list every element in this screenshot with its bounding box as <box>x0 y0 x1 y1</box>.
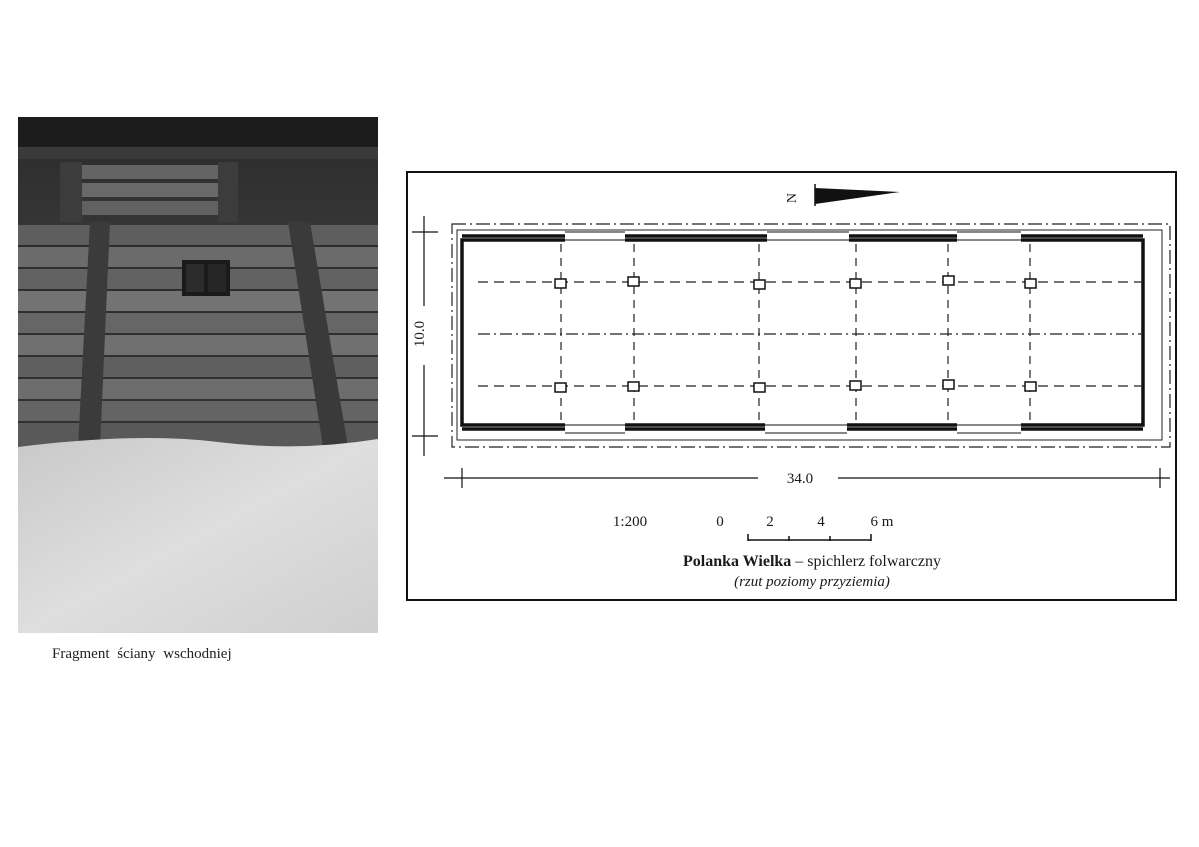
wall-photo <box>18 117 378 633</box>
photo-caption: Fragment ściany wschodniej <box>52 646 232 662</box>
north-label: N <box>785 192 800 204</box>
plan-title-building: – spichlerz folwarczny <box>791 553 942 570</box>
log-wall-image <box>18 117 378 633</box>
scale-tick-2: 2 <box>766 514 774 530</box>
scale-tick-6: 6 m <box>870 514 894 530</box>
scale-bar <box>748 534 871 541</box>
outer-axis-line <box>452 224 1170 447</box>
building-walls <box>462 240 1143 425</box>
width-dimension-label: 34.0 <box>786 471 814 487</box>
scale-tick-0: 0 <box>716 514 724 530</box>
scale-tick-4: 4 <box>817 514 825 530</box>
plan-title-place: Polanka Wielka <box>682 553 792 570</box>
floor-plan <box>398 160 1190 607</box>
north-arrow-icon <box>815 184 900 206</box>
height-dimension-label: 10.0 <box>412 320 428 348</box>
plan-title <box>683 553 941 570</box>
plan-subtitle: (rzut poziomy przyziemia) <box>734 574 890 590</box>
scale-ratio: 1:200 <box>612 514 648 530</box>
floor-plan-drawing <box>398 160 1190 607</box>
